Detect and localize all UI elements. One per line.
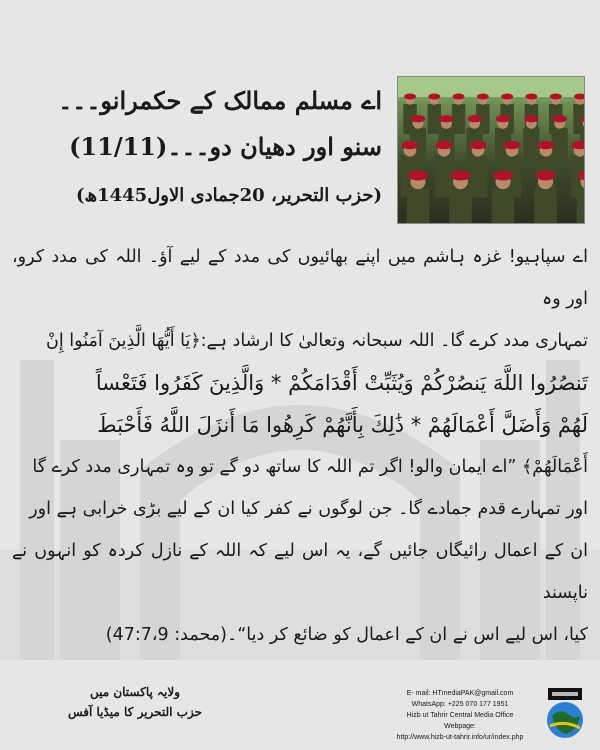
body-line: اور تمہارے قدم جمادے گا۔ جن لوگوں نے کفر کیا ان کے لیے بڑی خرابی ہے اور xyxy=(29,499,588,519)
wilayah-label: ولایہ پاکستان میں xyxy=(89,685,181,699)
body-line: کیا، اس لیے اس نے ان کے اعمال کو ضائع کر دیا“۔(محمد: 47:7،9) xyxy=(105,625,588,645)
soldiers-marching-photo xyxy=(397,76,585,224)
header-title-line2: سنو اور دھیان دو۔۔۔(11/11) xyxy=(69,132,382,161)
office-webpage-label: Hizb ut Tahrir Central Media Office Webpage: xyxy=(406,712,514,730)
header-subtitle: (حزب التحریر، 20جمادی الاول1445ھ) xyxy=(76,185,382,206)
body-line: ان کے اعمال رائیگاں جائیں گے، یہ اس لیے کہ اللہ کے نازل کردہ کو انہوں نے ناپسند xyxy=(12,541,588,603)
body-line-verse: لَهُمْ وَأَضَلَّ أَعْمَالَهُمْ * ذَٰلِكَ بِأَنَّهُمْ كَرِهُوا مَا أَنزَلَ اللَّهُ فَأَحْبَطَ xyxy=(97,413,588,437)
body-line: تمہاری مدد کرے گا۔ اللہ سبحانہ وتعالیٰ کا ارشاد ہے:﴿يَا أَيُّهَا الَّذِينَ آمَنُوا إِنْ xyxy=(46,331,588,351)
office-label: حزب التحریر کا میڈیا آفس xyxy=(67,705,203,719)
main-article-text xyxy=(12,236,588,656)
header-title-line1: اے مسلم ممالک کے حکمرانو۔۔۔ xyxy=(58,86,382,115)
body-line-verse: تَنصُرُوا اللَّهَ يَنصُرْكُمْ وَيُثَبِّتْ أَقْدَامَكُمْ * وَالَّذِينَ كَفَرُوا فَتَعْساً xyxy=(95,371,588,395)
media-office-signature xyxy=(60,682,210,722)
body-line: أَعْمَالَهُمْ﴾ ”اے ایمان والو! اگر تم اللہ کا ساتھ دو گے تو وہ تمہاری مدد کرے گا xyxy=(32,457,588,477)
hizb-ut-tahrir-globe-logo xyxy=(540,686,590,740)
body-line: اے سپاہیو! غزہ ہاشم میں اپنے بھائیوں کی مدد کے لیے آؤ۔ اللہ کی مدد کرو، اور وہ xyxy=(12,247,588,309)
contact-info xyxy=(390,688,530,743)
email-text[interactable]: E- mail: HTmediaPAK@gmail.com xyxy=(406,690,514,697)
whatsapp-text[interactable]: WhatsApp: +225 070 177 1951 xyxy=(411,701,509,708)
website-link[interactable]: http://www.hizb-ut-tahrir.info/ur/index.php xyxy=(396,734,524,741)
